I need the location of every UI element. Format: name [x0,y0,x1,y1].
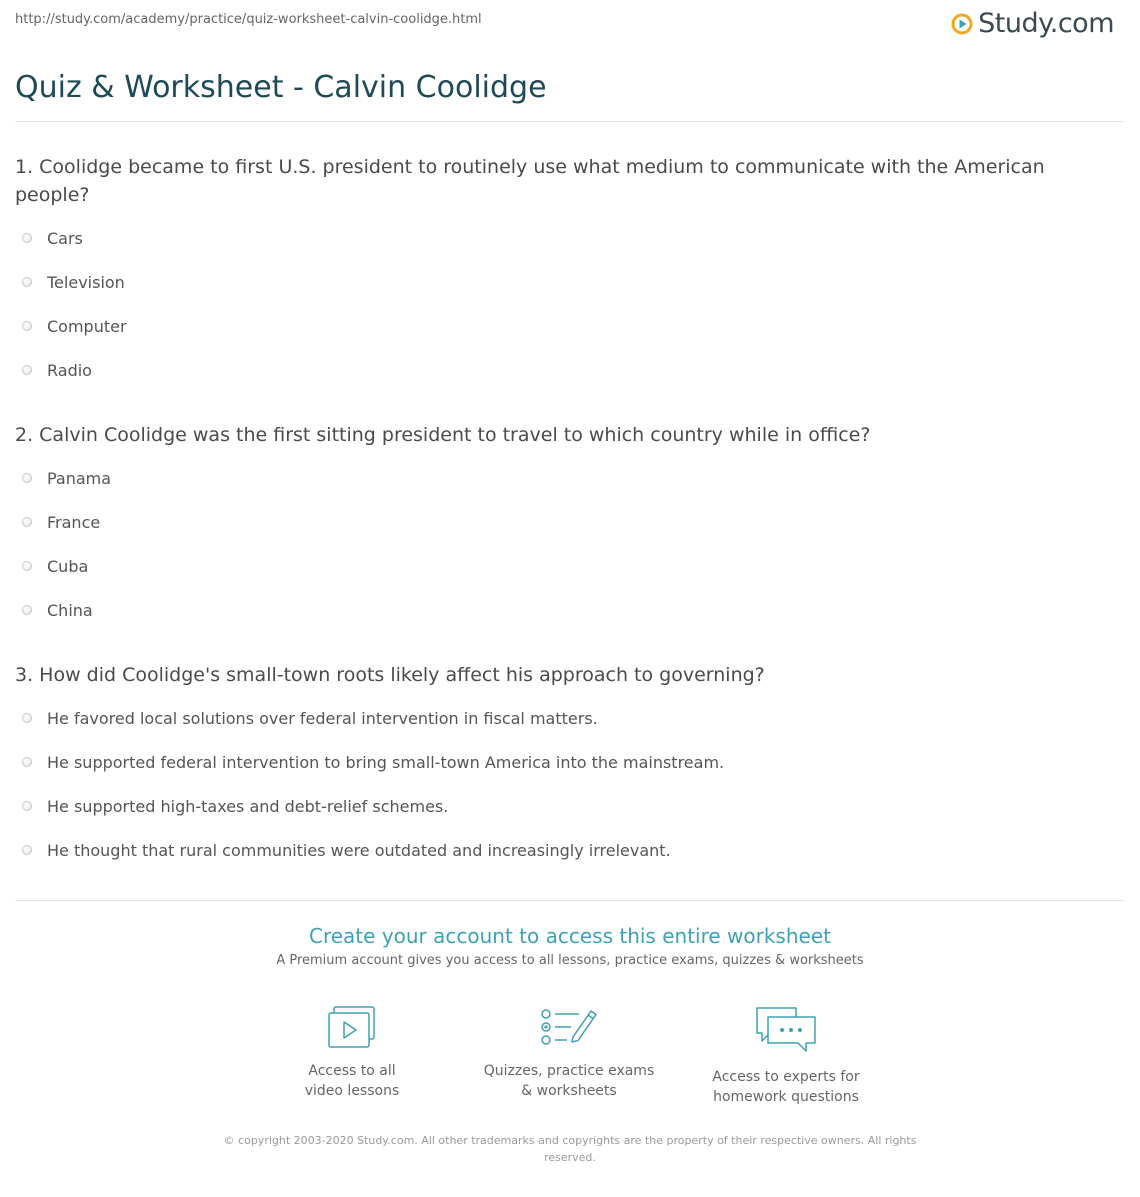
title-divider [15,121,1125,122]
answer-label: He supported high-taxes and debt-relief schemes. [47,796,449,816]
radio-button[interactable] [22,277,32,287]
radio-button[interactable] [22,713,32,723]
answer-option[interactable] [22,839,671,861]
feature-label: Quizzes, practice exams & worksheets [483,1063,655,1099]
answer-label: Panama [47,468,112,488]
answer-label: Computer [47,316,127,336]
top-bar [0,0,1140,48]
chat-bubbles-icon [754,1005,818,1055]
question-text: 3. How did Coolidge's small-town roots likely affect his approach to governing? [15,664,765,686]
cta-subtitle: A Premium account gives you access to all lessons, practice exams, quizzes & worksheets [276,953,864,968]
play-circle-icon [951,13,973,35]
answer-option[interactable] [22,467,111,489]
answer-label: Cars [47,228,83,248]
feature-label: Access to all video lessons [304,1063,400,1099]
study-logo[interactable] [951,8,1114,39]
answer-label: Cuba [47,556,89,576]
section-divider [15,900,1125,901]
answer-option[interactable] [22,707,598,729]
radio-button[interactable] [22,561,32,571]
radio-button[interactable] [22,845,32,855]
answer-option[interactable] [22,315,127,337]
quiz-checklist-icon [539,1005,599,1049]
radio-button[interactable] [22,473,32,483]
logo-text: Study.com [978,8,1114,39]
feature-label: Access to experts for homework questions [712,1069,860,1105]
answer-label: France [47,512,101,532]
radio-button[interactable] [22,605,32,615]
radio-button[interactable] [22,757,32,767]
answer-label: Radio [47,360,92,380]
answer-label: He thought that rural communities were outdated and increasingly irrelevant. [47,840,671,860]
radio-button[interactable] [22,321,32,331]
question-text: 2. Calvin Coolidge was the first sitting president to travel to which country while in office? [15,424,871,446]
answer-label: China [47,600,93,620]
answer-option[interactable] [22,795,448,817]
answer-option[interactable] [22,359,92,381]
answer-option[interactable] [22,751,724,773]
answer-label: He favored local solutions over federal intervention in fiscal matters. [47,708,598,728]
video-lessons-icon [326,1005,378,1049]
feature-experts [676,1005,896,1107]
copyright-text: © copyright 2003-2020 Study.com. All other trademarks and copyrights are the property of their respective owners. All rights reserved. [223,1134,917,1164]
answer-label: Television [47,272,125,292]
page-url: http://study.com/academy/practice/quiz-worksheet-calvin-coolidge.html [15,12,482,27]
answer-option[interactable] [22,227,83,249]
answer-option[interactable] [22,555,88,577]
radio-button[interactable] [22,233,32,243]
page-title: Quiz & Worksheet - Calvin Coolidge [15,70,547,105]
question-text: 1. Coolidge became to first U.S. president to routinely use what medium to communicate with the American people? [15,156,1045,206]
feature-quizzes [459,1005,679,1101]
feature-video-lessons [242,1005,462,1101]
radio-button[interactable] [22,517,32,527]
answer-option[interactable] [22,271,125,293]
answer-option[interactable] [22,599,93,621]
radio-button[interactable] [22,365,32,375]
radio-button[interactable] [22,801,32,811]
answer-label: He supported federal intervention to bring small-town America into the mainstream. [47,752,725,772]
answer-option[interactable] [22,511,100,533]
cta-title[interactable]: Create your account to access this entire worksheet [309,924,831,948]
